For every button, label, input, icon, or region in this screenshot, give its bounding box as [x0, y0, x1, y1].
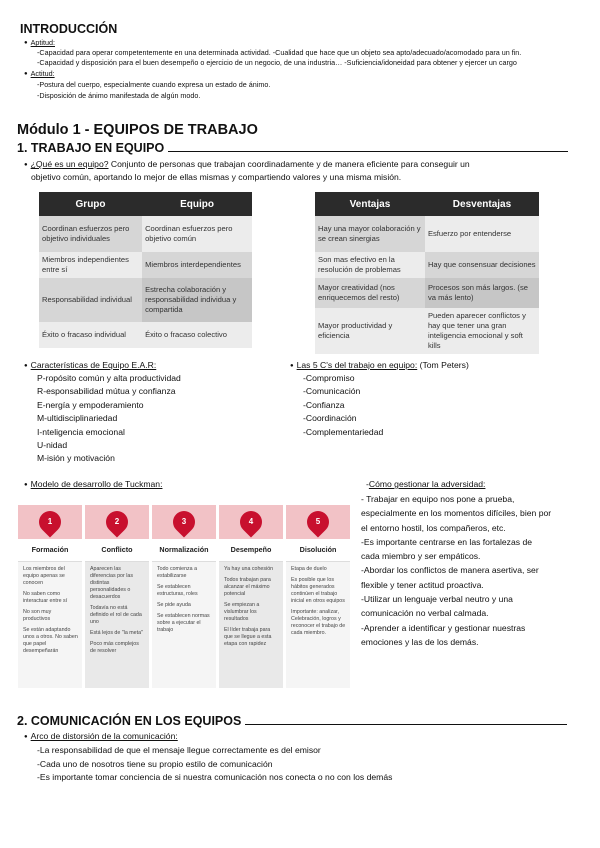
tuckman-stage-formacion	[18, 505, 82, 688]
cs-label: Las 5 C's del trabajo en equipo:	[296, 360, 418, 370]
adversidad-line: -Es importante centrarse en las fortalezas de	[361, 536, 533, 547]
arco-line: -Es importante tomar conciencia de si nuestra comunicación nos conecta o no con los demás	[37, 772, 393, 783]
stage-point: Se establecen normas sobre a ejecutar el trabajo	[157, 613, 210, 633]
cs-item: -Coordinación	[303, 413, 357, 424]
adversidad-line: cada miembro y ser empáticos.	[361, 551, 481, 562]
stage-name: Normalización	[152, 539, 216, 562]
stage-point: Se pide ayuda	[157, 602, 191, 608]
stage-name: Disolución	[286, 539, 350, 562]
arco-line: -Cada uno de nosotros tiene su propio estilo de comunicación	[37, 758, 273, 769]
ventaja-cell: Hay una mayor colaboración y se crean sinergias	[315, 216, 425, 252]
equipo-header: Equipo	[142, 192, 252, 216]
que-es-label: ¿Qué es un equipo?	[30, 159, 109, 169]
actitud-heading	[24, 69, 55, 80]
stage-point: Etapa de duelo	[291, 566, 327, 572]
arco-heading	[24, 730, 178, 745]
equipo-cell: Estrecha colaboración y responsabilidad individua y compartida	[142, 278, 252, 322]
stage-body	[85, 562, 149, 688]
section-1-heading	[17, 141, 568, 155]
adversidad-text	[361, 492, 551, 649]
ear-item: U-nidad	[37, 440, 68, 451]
stage-point: Importante: analizar, Celebración, logros y reconocer el trabajo de cada miembro.	[291, 609, 346, 636]
stage-point: No son muy productivos	[23, 609, 52, 622]
ventajas-desventajas-table	[315, 192, 539, 354]
stage-point: Los miembros del equipo apenas se conocen	[23, 566, 65, 586]
adversidad-line: -Utilizar un lenguaje verbal neutro y una	[361, 594, 513, 605]
grupo-cell: Miembros independientes entre sí	[39, 252, 142, 278]
desventaja-cell: Pueden aparecer conflictos y hay que tener una gran inteligencia emocional y soft kills	[425, 308, 539, 354]
actitud-line-1: -Postura del cuerpo, especialmente cuando expresa un estado de ánimo.	[37, 80, 271, 89]
stage-point: Todavía no está definido el rol de cada uno	[90, 605, 142, 625]
tuckman-label: Modelo de desarrollo de Tuckman:	[30, 479, 163, 489]
stage-number: 1	[47, 517, 53, 526]
stage-point: Está lejos de "la meta"	[90, 630, 143, 636]
ventaja-cell: Son mas efectivo en la resolución de problemas	[315, 252, 425, 278]
tuckman-stage-conflicto	[85, 505, 149, 688]
arco-line: -La responsabilidad de que el mensaje llegue correctamente es del emisor	[37, 745, 321, 755]
stage-point: Se empiezan a vislumbrar los resultados	[224, 602, 260, 622]
map-pin-icon	[235, 506, 266, 537]
stage-body	[152, 562, 216, 688]
stage-number: 2	[114, 517, 120, 526]
adversidad-heading: -Cómo gestionar la adversidad:	[366, 479, 486, 489]
arco-list	[37, 744, 392, 785]
stage-point: Ya hay una cohesión	[224, 566, 274, 572]
aptitud-line-1: -Capacidad para operar competentemente en una determinada actividad. -Cualidad que hace que un objeto sea apto/adecuado/acomodado para un fin.	[37, 48, 522, 57]
aptitud-label: Aptitud:	[30, 38, 55, 47]
tuckman-heading	[24, 478, 162, 493]
adversidad-label: Cómo gestionar la adversidad:	[368, 479, 486, 489]
adversidad-line: flexible y tener actitud proactiva.	[361, 579, 484, 590]
tuckman-stage-normalizacion	[152, 505, 216, 688]
actitud-label: Actitud:	[30, 69, 55, 78]
ear-item: M-isión y motivación	[37, 453, 115, 464]
desventaja-cell: Hay que consensuar decisiones	[425, 252, 539, 278]
ventajas-header: Ventajas	[315, 192, 425, 216]
adversidad-line: comunicación no verbal calmada.	[361, 608, 489, 619]
section-1-rule	[168, 141, 568, 152]
grupo-cell: Coordinan esfuerzos pero objetivo individuales	[39, 216, 142, 252]
stage-point: No saben como interactuar entre sí	[23, 591, 68, 604]
stage-number: 5	[315, 517, 321, 526]
cs-item: -Comunicación	[303, 386, 361, 397]
map-pin-icon	[34, 506, 65, 537]
ear-item: I-nteligencia emocional	[37, 426, 125, 437]
ear-item: E-nergía y empoderamiento	[37, 399, 144, 410]
stage-number: 3	[181, 517, 187, 526]
tuckman-stage-desempeno	[219, 505, 283, 688]
stage-body	[18, 562, 82, 688]
cs-item: -Compromiso	[303, 373, 355, 383]
cs-item: -Complementariedad	[303, 426, 384, 437]
equipo-cell: Coordinan esfuerzos pero objetivo común	[142, 216, 252, 252]
stage-point: Todos trabajan para alcanzar el máximo potencial	[224, 577, 271, 597]
desventaja-cell: Esfuerzo por entenderse	[425, 216, 539, 252]
ear-label: Características de Equipo E.A.R:	[30, 360, 157, 370]
stage-point: Es posible que los hábitos generados continúen el trabajo inicial en otros equipos	[291, 577, 345, 604]
grupo-cell: Responsabilidad individual	[39, 278, 142, 322]
adversidad-line: emociones y las de los demás.	[361, 636, 479, 647]
grupo-cell: Éxito o fracaso individual	[39, 322, 142, 348]
ventaja-cell: Mayor creatividad (nos enriquecemos del resto)	[315, 278, 425, 308]
arco-label: Arco de distorsión de la comunicación:	[30, 731, 178, 741]
ventaja-cell: Mayor productividad y eficiencia	[315, 308, 425, 354]
stage-point: Se están adaptando unos a otros. No saben que papel desempeñarán	[23, 627, 78, 654]
ear-item: P-ropósito común y alta productividad	[37, 373, 181, 383]
stage-name: Formación	[18, 539, 82, 562]
equipo-cell: Éxito o fracaso colectivo	[142, 322, 252, 348]
adversidad-line: especialmente en los momentos difíciles, bien por	[361, 508, 552, 519]
tuckman-stage-disolucion	[286, 505, 350, 688]
stage-point: Poco más complejos de resolver	[90, 641, 139, 654]
intro-title: INTRODUCCIÓN	[20, 22, 118, 36]
stage-point: Aparecen las diferencias por las distintas personalidades o desacuerdos	[90, 566, 133, 600]
ear-item: M-ultidisciplinariedad	[37, 413, 118, 424]
ear-item: R-esponsabilidad mútua y confianza	[37, 386, 176, 397]
stage-body	[219, 562, 283, 688]
module-title: Módulo 1 - EQUIPOS DE TRABAJO	[17, 122, 258, 138]
stage-point: Se establecen estructuras, roles	[157, 584, 198, 597]
actitud-line-2: -Disposición de ánimo manifestada de algún modo.	[37, 91, 201, 100]
equipo-cell: Miembros interdependientes	[142, 252, 252, 278]
map-pin-icon	[302, 506, 333, 537]
stage-body	[286, 562, 350, 688]
cs-item: -Confianza	[303, 399, 345, 410]
grupo-equipo-table	[39, 192, 252, 348]
aptitud-line-2: -Capacidad y disposición para el buen desempeño o ejercicio de un negocio, de una industria… -Suficiencia/idoneidad para obtener y ejercer un cargo	[37, 58, 517, 67]
cs-list	[303, 372, 383, 439]
map-pin-icon	[168, 506, 199, 537]
adversidad-line: el entorno hostil, los compañeros, etc.	[361, 522, 506, 533]
cs-author: (Tom Peters)	[417, 360, 469, 370]
section-2-rule	[245, 714, 567, 725]
adversidad-line: - Trabajar en equipo nos pone a prueba,	[361, 494, 515, 504]
grupo-header: Grupo	[39, 192, 142, 216]
desventajas-header: Desventajas	[425, 192, 539, 216]
que-es-text: Conjunto de personas que trabajan coordinadamente y de manera eficiente para conseguir un	[108, 159, 470, 169]
que-es-text-2: objetivo común, aportando lo mejor de ellas mismas y compartiendo valores y una misma misión.	[31, 172, 402, 182]
ear-list	[37, 372, 181, 466]
desventaja-cell: Procesos son más largos. (se va más lento)	[425, 278, 539, 308]
section-2-title: 2. COMUNICACIÓN EN LOS EQUIPOS	[17, 714, 242, 728]
stage-number: 4	[248, 517, 254, 526]
stage-name: Desempeño	[219, 539, 283, 562]
map-pin-icon	[101, 506, 132, 537]
adversidad-line: -Abordar los conflictos de manera asertiva, ser	[361, 565, 539, 576]
stage-name: Conflicto	[85, 539, 149, 562]
section-1-title: 1. TRABAJO EN EQUIPO	[17, 141, 165, 155]
stage-point: Todo comienza a estabilizarse	[157, 566, 198, 579]
section-2-heading	[17, 714, 567, 728]
stage-point: El líder trabaja para que se llegue a esta etapa con rapidez	[224, 627, 272, 647]
adversidad-line: -Aprender a identificar y gestionar nuestras	[361, 622, 526, 633]
